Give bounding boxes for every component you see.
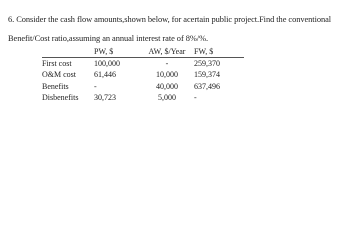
table-cell: 100,000: [94, 59, 120, 69]
table-cell: 159,374: [194, 70, 220, 80]
cash-flow-table: [42, 46, 244, 103]
table-header-row: [42, 46, 244, 58]
table-row: [42, 58, 244, 70]
table-header-cell: FW, $: [190, 46, 244, 58]
table-header-cell: PW, $: [92, 46, 144, 58]
table-row: [42, 81, 244, 92]
question-text: [8, 10, 343, 48]
table-cell: -: [194, 92, 197, 102]
table-cell: 637,496: [194, 81, 220, 91]
table-cell: 30,723: [94, 92, 116, 102]
table-header-cell: AW, $/Year: [144, 46, 190, 58]
question-line-2: Benefit/Cost ratio,assuming an annual interest rate of 8%/%.: [8, 34, 209, 43]
question-line-1: 6. Consider the cash flow amounts,shown below, for acertain public project.Find the conventional: [8, 15, 332, 24]
row-label: Disbenefits: [42, 92, 79, 102]
row-label: O&M cost: [42, 70, 76, 80]
table-cell: 61,446: [94, 70, 116, 80]
table-cell: 259,370: [194, 59, 220, 69]
table-cell: 40,000: [156, 81, 178, 91]
table-cell: -: [94, 81, 97, 91]
table-cell: 5,000: [158, 92, 176, 102]
table-header-cell: [42, 46, 92, 58]
table-cell: -: [165, 59, 169, 69]
table-row: [42, 92, 244, 103]
table-cell: 10,000: [156, 70, 178, 80]
row-label: First cost: [42, 59, 72, 69]
table-row: [42, 69, 244, 80]
row-label: Benefits: [42, 81, 69, 91]
